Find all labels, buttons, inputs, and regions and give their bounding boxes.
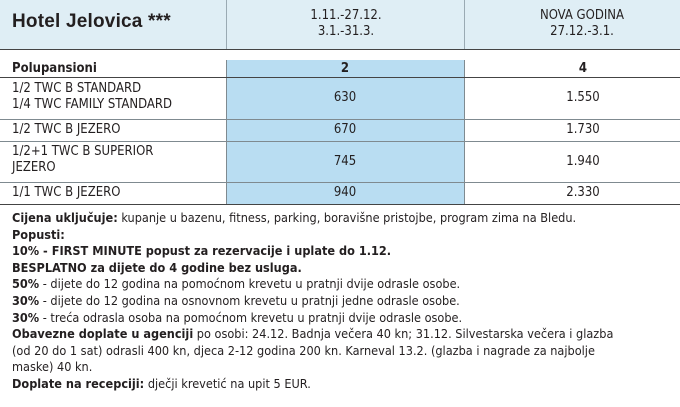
free-child-note: BESPLATNO za dijete do 4 godine bez usluga. xyxy=(12,259,302,275)
includes-text: kupanje u bazenu, fitness, parking, boravišne pristojbe, program zima na Bledu. xyxy=(117,210,577,225)
price-cell: 630 xyxy=(333,90,357,105)
price-cell: 745 xyxy=(333,154,357,169)
table-header-band xyxy=(0,0,680,50)
room-type xyxy=(12,144,153,176)
includes-label: Cijena uključuje: xyxy=(12,210,118,225)
room-type-line: 1/4 TWC FAMILY STANDARD xyxy=(12,97,173,112)
first-minute-note: 10% - FIRST MINUTE popust za rezervacije i uplate do 1.12. xyxy=(12,243,392,259)
discount-item xyxy=(12,310,677,327)
room-type-line: 1/2+1 TWC B SUPERIOR xyxy=(12,144,154,159)
room-type: 1/2 TWC B JEZERO xyxy=(12,122,121,137)
price-cell: 1.550 xyxy=(566,90,600,105)
room-type xyxy=(12,81,172,113)
agency-text-line: maske) 40 kn. xyxy=(12,359,93,375)
row-rule xyxy=(0,141,680,142)
includes-note xyxy=(12,210,677,227)
discounts-heading: Popusti: xyxy=(12,226,65,242)
season-dates-2: 3.1.-31.3. xyxy=(317,24,375,39)
season-column-regular xyxy=(226,8,466,40)
season-dates-1: 1.11.-27.12. xyxy=(310,8,382,23)
discount-item xyxy=(12,293,677,310)
nights-2: 2 xyxy=(340,61,350,76)
reception-label: Doplate na recepciji: xyxy=(12,375,145,391)
room-type-line: JEZERO xyxy=(12,160,56,175)
discount-percent: 30% xyxy=(12,292,40,308)
board-label: Polupansioni xyxy=(12,61,97,76)
row-rule xyxy=(0,77,680,78)
price-notes xyxy=(12,210,677,393)
reception-text: dječji krevetić na upit 5 EUR. xyxy=(144,375,311,391)
discount-text: - treća odrasla osoba na pomoćnom krevetu u pratnji dvije odrasle osobe. xyxy=(39,309,463,325)
discount-percent: 50% xyxy=(12,276,40,292)
discount-item xyxy=(12,276,677,293)
price-cell: 1.730 xyxy=(566,122,600,137)
nights-4: 4 xyxy=(578,61,588,76)
hotel-title: Hotel Jelovica *** xyxy=(12,11,171,32)
header-rule xyxy=(0,49,680,50)
discount-percent: 30% xyxy=(12,309,40,325)
season-name: NOVA GODINA xyxy=(539,8,625,23)
row-rule xyxy=(0,182,680,183)
agency-surcharge-note xyxy=(12,326,677,343)
room-type-line: 1/2 TWC B STANDARD xyxy=(12,81,142,96)
price-cell: 670 xyxy=(333,122,357,137)
agency-text-line: (od 20 do 1 sat) odrasli 400 kn, djeca 2-12 godina 200 kn. Karneval 13.2. (glazba i nagrade za najbolje xyxy=(12,342,595,358)
price-cell: 2.330 xyxy=(566,185,600,200)
price-cell: 940 xyxy=(333,185,357,200)
row-rule xyxy=(0,204,680,205)
table-header-row xyxy=(0,60,680,77)
row-rule xyxy=(0,119,680,120)
agency-text: po osobi: 24.12. Badnja večera 40 kn; 31.12. Silvestarska večera i glazba xyxy=(193,326,614,342)
discount-text: - dijete do 12 godina na pomoćnom krevetu u pratnji dvije odrasle osobe. xyxy=(39,276,461,292)
reception-note xyxy=(12,376,677,393)
agency-label: Obavezne doplate u agenciji xyxy=(12,326,194,342)
room-type: 1/1 TWC B JEZERO xyxy=(12,185,121,200)
discount-text: - dijete do 12 godina na osnovnom krevetu u pratnji jedne odrasle osobe. xyxy=(39,292,460,308)
price-cell: 1.940 xyxy=(566,154,600,169)
season-dates-new-year: 27.12.-3.1. xyxy=(550,24,614,39)
season-column-new-year xyxy=(462,8,680,40)
